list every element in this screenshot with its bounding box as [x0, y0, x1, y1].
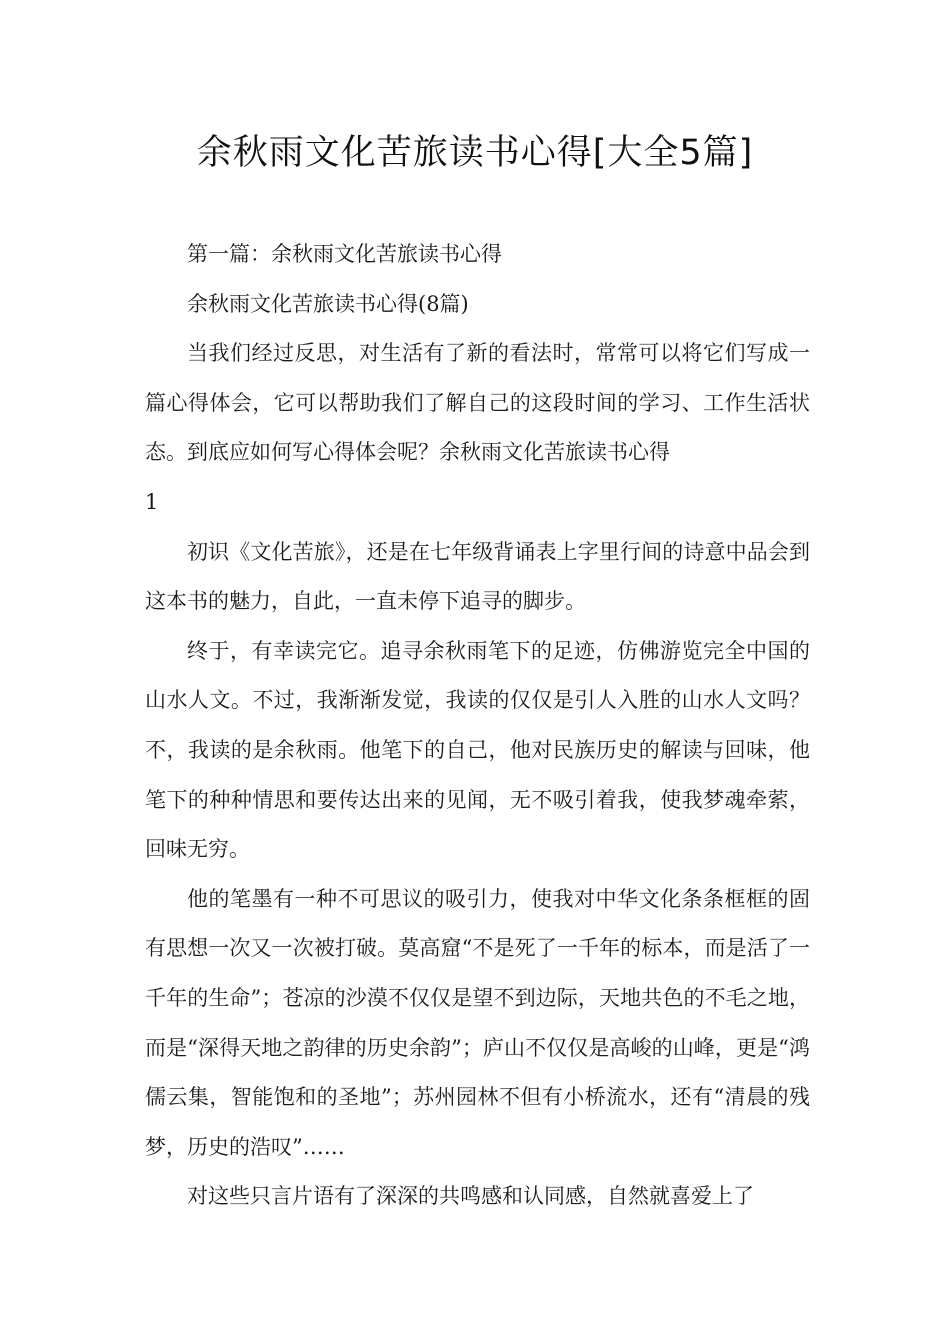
document-body [145, 230, 810, 1222]
paragraph-resonance: 对这些只言片语有了深深的共鸣感和认同感，自然就喜爱上了 [187, 1184, 754, 1209]
section-heading: 第一篇：余秋雨文化苦旅读书心得 [187, 242, 502, 266]
paragraph-number: 1 [145, 489, 159, 514]
subheading: 余秋雨文化苦旅读书心得(8篇) [187, 291, 469, 316]
document-title: 余秋雨文化苦旅读书心得[大全5篇] [196, 133, 754, 173]
paragraph-writing-attraction: 他的笔墨有一种不可思议的吸引力，使我对中华文化条条框框的固有思想一次又一次被打破。莫高窟“不是死了一千年的标本，而是活了一千年的生命”；苍凉的沙漠不仅仅是望不到边际，天地共色的不毛之地，而是“深得天地之韵律的历史余韵”；庐山不仅仅是高峻的山峰，更是“鸿儒云集，智能饱和的圣地”；苏州园林不但有小桥流水，还有“清晨的残梦，历史的浩叹”…… [145, 886, 810, 1159]
paragraph-finished-reading: 终于，有幸读完它。追寻余秋雨笔下的足迹，仿佛游览完全中国的山水人文。不过，我渐渐发觉，我读的仅仅是引人入胜的山水人文吗？不，我读的是余秋雨。他笔下的自己，他对民族历史的解读与回味，他笔下的种种情思和要传达出来的见闻，无不吸引着我，使我梦魂牵萦，回味无穷。 [145, 638, 810, 862]
paragraph-intro: 当我们经过反思，对生活有了新的看法时，常常可以将它们写成一篇心得体会，它可以帮助我们了解自己的这段时间的学习、工作生活状态。到底应如何写心得体会呢？余秋雨文化苦旅读书心得 [145, 341, 810, 465]
paragraph-first-impression: 初识《文化苦旅》，还是在七年级背诵表上字里行间的诗意中品会到这本书的魅力，自此，一直未停下追寻的脚步。 [145, 539, 810, 614]
